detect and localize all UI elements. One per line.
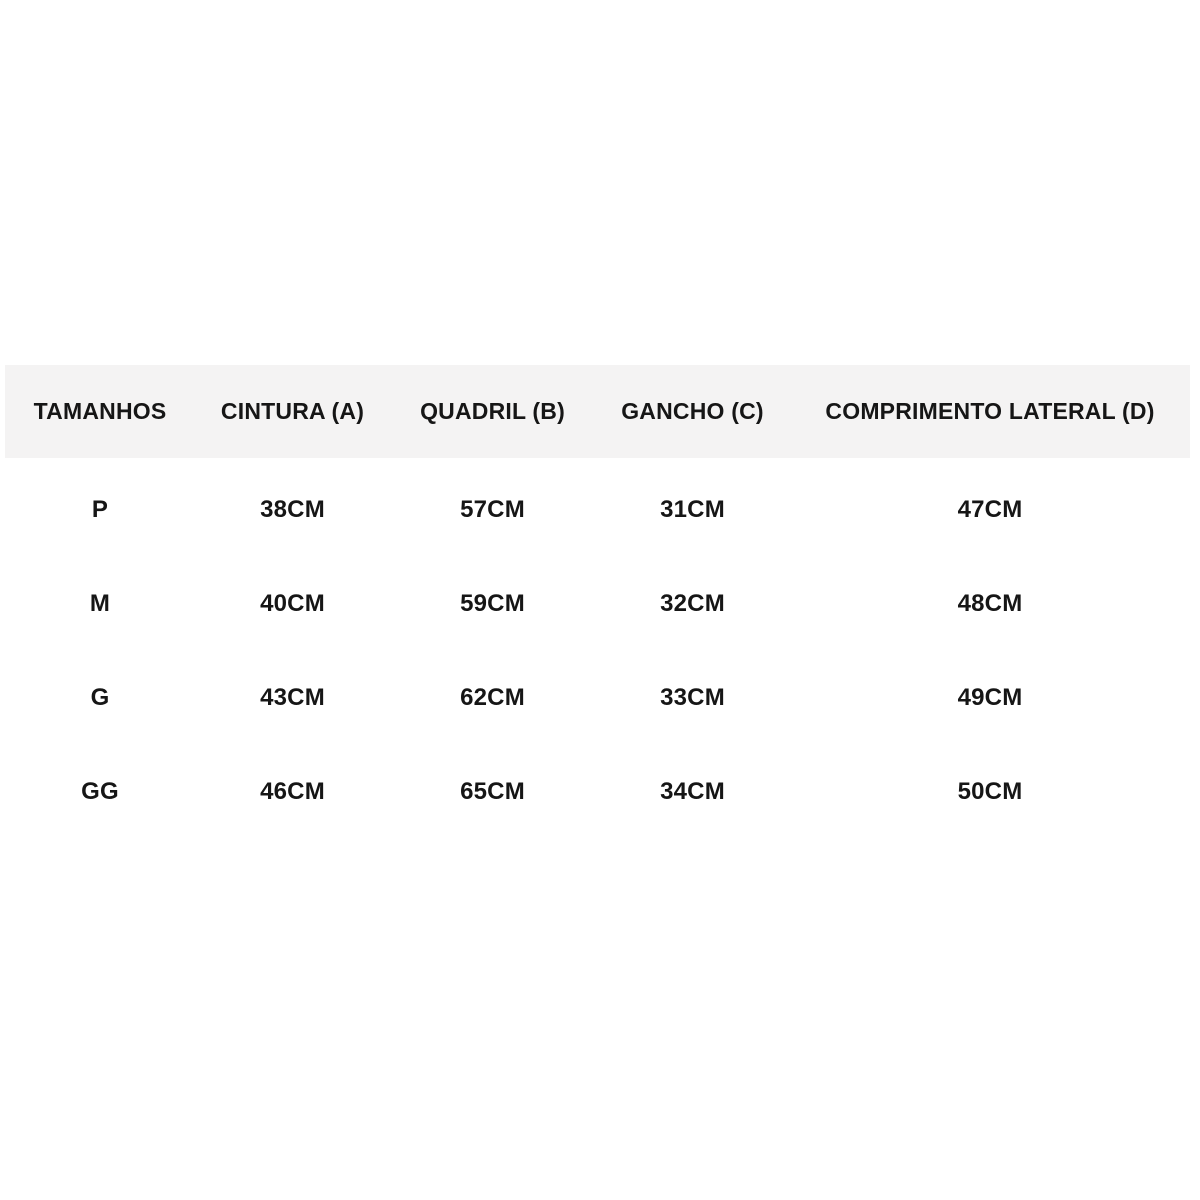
cintura-value: 43CM (260, 684, 325, 711)
gancho-value: 33CM (660, 684, 725, 711)
comprimento-lateral-value: 49CM (957, 684, 1023, 711)
table-row-p (5, 463, 1190, 557)
gancho-value: 34CM (660, 778, 725, 805)
column-header-tamanhos: TAMANHOS (33, 398, 167, 424)
column-header-comprimento-lateral: COMPRIMENTO LATERAL (D) (825, 398, 1155, 424)
comprimento-lateral-value: 47CM (957, 496, 1023, 523)
table-row-m (5, 557, 1190, 651)
column-header-quadril: QUADRIL (B) (420, 398, 565, 424)
gancho-value: 32CM (660, 590, 725, 617)
size-chart-table (5, 365, 1190, 839)
column-header-cintura: CINTURA (A) (220, 398, 365, 424)
comprimento-lateral-value: 50CM (957, 778, 1023, 805)
size-label: G (90, 684, 110, 711)
cintura-value: 46CM (260, 778, 325, 805)
cintura-value: 40CM (260, 590, 325, 617)
quadril-value: 59CM (460, 590, 525, 617)
table-row-g (5, 651, 1190, 745)
quadril-value: 57CM (460, 496, 525, 523)
gancho-value: 31CM (660, 496, 725, 523)
size-label: M (89, 590, 111, 617)
quadril-value: 65CM (460, 778, 525, 805)
size-label: P (91, 496, 109, 523)
table-body (5, 458, 1190, 839)
size-label: GG (81, 778, 119, 805)
comprimento-lateral-value: 48CM (957, 590, 1023, 617)
table-row-gg (5, 745, 1190, 839)
table-header-row (5, 365, 1190, 458)
cintura-value: 38CM (260, 496, 325, 523)
quadril-value: 62CM (460, 684, 525, 711)
column-header-gancho: GANCHO (C) (621, 398, 764, 424)
